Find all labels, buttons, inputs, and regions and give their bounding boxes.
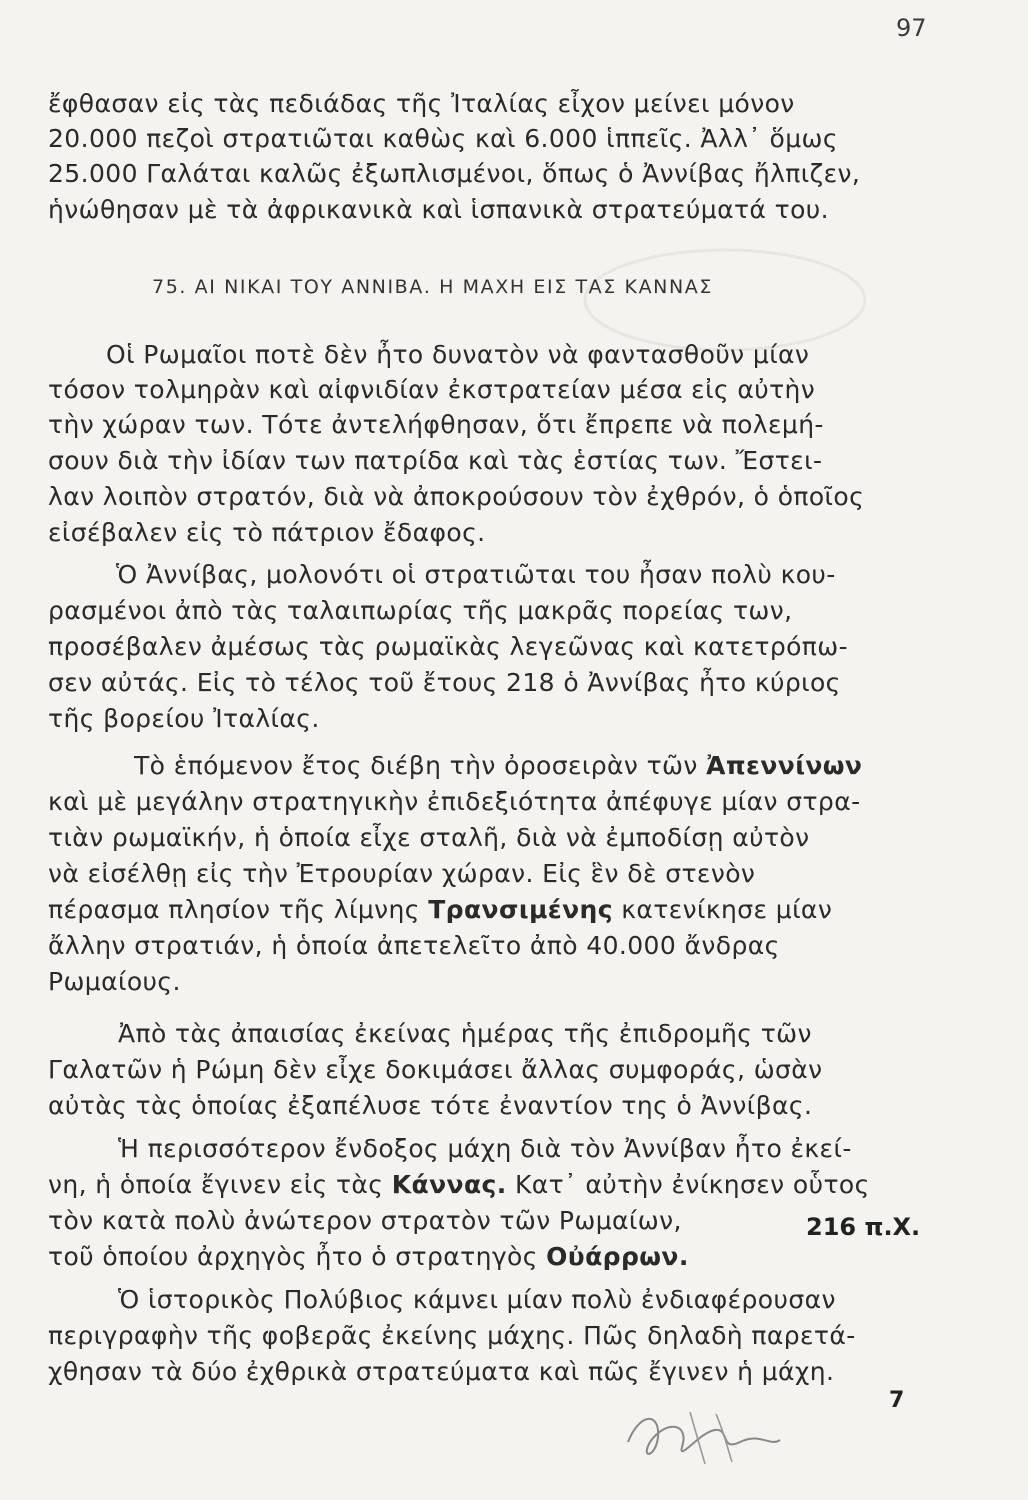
text-line: τῆς βορείου Ἰταλίας. xyxy=(48,704,320,733)
text-line: τιὰν ρωμαϊκήν, ἡ ὁποία εἶχε σταλῆ, διὰ νὰ ἐμποδίσῃ αὐτὸν xyxy=(48,823,810,852)
text-line: 25.000 Γαλάται καλῶς ἐξωπλισμένοι, ὅπως ὁ Ἀννίβας ἤλπιζεν, xyxy=(48,159,861,188)
text-line: ἔφθασαν εἰς τὰς πεδιάδας τῆς Ἰταλίας εἶχον μείνει μόνον xyxy=(48,89,795,118)
text-line: Οἱ Ρωμαῖοι ποτὲ δὲν ἦτο δυνατὸν νὰ φαντασθοῦν μίαν xyxy=(106,340,810,369)
text-line: σεν αὐτάς. Εἰς τὸ τέλος τοῦ ἔτους 218 ὁ Ἀννίβας ἦτο κύριος xyxy=(48,668,841,697)
text-line: σουν διὰ τὴν ἰδίαν των πατρίδα καὶ τὰς ἑστίας των. Ἔστει- xyxy=(48,446,823,475)
text-span: Κατ᾿ αὐτὴν ἐνίκησεν οὗτος xyxy=(506,1170,870,1199)
text-span: πέρασμα πλησίον τῆς λίμνης xyxy=(48,895,429,924)
text-line: Ρωμαίους. xyxy=(48,967,181,996)
text-line: καὶ μὲ μεγάλην στρατηγικὴν ἐπιδεξιότητα ἀπέφυγε μίαν στρα- xyxy=(48,787,861,816)
text-line: Γαλατῶν ἡ Ρώμη δὲν εἶχε δοκιμάσει ἄλλας συμφοράς, ὡσὰν xyxy=(48,1055,823,1084)
text-line: τὸν κατὰ πολὺ ἀνώτερον στρατὸν τῶν Ρωμαίων, xyxy=(48,1206,682,1235)
page-number: 97 xyxy=(896,14,927,42)
place-name-cannae: Κάννας. xyxy=(391,1170,507,1199)
text-span: τοῦ ὁποίου ἀρχηγὸς ἦτο ὁ στρατηγὸς xyxy=(48,1242,547,1271)
handwritten-scribble xyxy=(620,1402,790,1472)
text-line: εἰσέβαλεν εἰς τὸ πάτριον ἔδαφος. xyxy=(48,518,486,547)
text-line: προσέβαλεν ἀμέσως τὰς ρωμαϊκὰς λεγεῶνας καὶ κατετρόπω- xyxy=(48,632,848,661)
text-line xyxy=(48,892,938,928)
text-line: ρασμένοι ἀπὸ τὰς ταλαιπωρίας τῆς μακρᾶς πορείας των, xyxy=(48,596,793,625)
text-line: Ὁ ἱστορικὸς Πολύβιος κάμνει μίαν πολὺ ἐνδιαφέρουσαν xyxy=(118,1285,836,1314)
place-name-apennines: Ἀπεννίνων xyxy=(706,751,863,780)
text-line: λαν λοιπὸν στρατόν, διὰ νὰ ἀποκρούσουν τὸν ἐχθρόν, ὁ ὁποῖος xyxy=(48,482,865,511)
section-heading: 75. ΑΙ ΝΙΚΑΙ ΤΟΥ ΑΝΝΙΒΑ. Η ΜΑΧΗ ΕΙΣ ΤΑΣ ΚΑΝΝΑΣ xyxy=(152,276,714,298)
text-line xyxy=(48,1239,798,1275)
signature-number: 7 xyxy=(889,1388,905,1413)
text-line: τὴν χώραν των. Τότε ἀντελήφθησαν, ὅτι ἔπρεπε νὰ πολεμή- xyxy=(48,410,824,439)
text-span: κατενίκησε μίαν xyxy=(612,895,833,924)
text-line: χθησαν τὰ δύο ἐχθρικὰ στρατεύματα καὶ πῶς ἔγινεν ἡ μάχη. xyxy=(48,1357,835,1386)
text-line: περιγραφὴν τῆς φοβερᾶς ἐκείνης μάχης. Πῶς δηλαδὴ παρετά- xyxy=(48,1321,856,1350)
text-line: τόσον τολμηρὰν καὶ αἰφνιδίαν ἐκστρατείαν μέσα εἰς αὐτὴν xyxy=(48,375,816,404)
text-span: νη, ἡ ὁποία ἔγινεν εἰς τὰς xyxy=(48,1170,392,1199)
text-line: 20.000 πεζοὶ στρατιῶται καθὼς καὶ 6.000 ἱππεῖς. Ἀλλ᾿ ὅμως xyxy=(48,124,838,153)
text-line xyxy=(48,748,938,784)
person-name-varro: Οὐάρρων. xyxy=(546,1242,689,1271)
text-line: Ὁ Ἀννίβας, μολονότι οἱ στρατιῶται του ἦσαν πολὺ κου- xyxy=(116,560,836,589)
place-name-trasimene: Τρανσιμένης xyxy=(428,895,613,924)
text-span: Τὸ ἑπόμενον ἔτος διέβη τὴν ὀροσειρὰν τῶν xyxy=(134,751,707,780)
text-line: νὰ εἰσέλθῃ εἰς τὴν Ἐτρουρίαν χώραν. Εἰς ἓν δὲ στενὸν xyxy=(48,859,756,888)
text-line: ἡνώθησαν μὲ τὰ ἀφρικανικὰ καὶ ἱσπανικὰ στρατεύματά του. xyxy=(48,195,829,224)
text-line: ἄλλην στρατιάν, ἡ ὁποία ἀπετελεῖτο ἀπὸ 40.000 ἄνδρας xyxy=(48,931,780,960)
margin-date: 216 π.Χ. xyxy=(806,1213,921,1241)
text-line: Ἀπὸ τὰς ἀπαισίας ἐκείνας ἡμέρας τῆς ἐπιδρομῆς τῶν xyxy=(118,1019,812,1048)
text-line: Ἡ περισσότερον ἔνδοξος μάχη διὰ τὸν Ἀννίβαν ἦτο ἐκεί- xyxy=(118,1134,852,1163)
text-line xyxy=(48,1167,938,1203)
text-line: αὐτὰς τὰς ὁποίας ἐξαπέλυσε τότε ἐναντίον της ὁ Ἀννίβας. xyxy=(48,1091,813,1120)
